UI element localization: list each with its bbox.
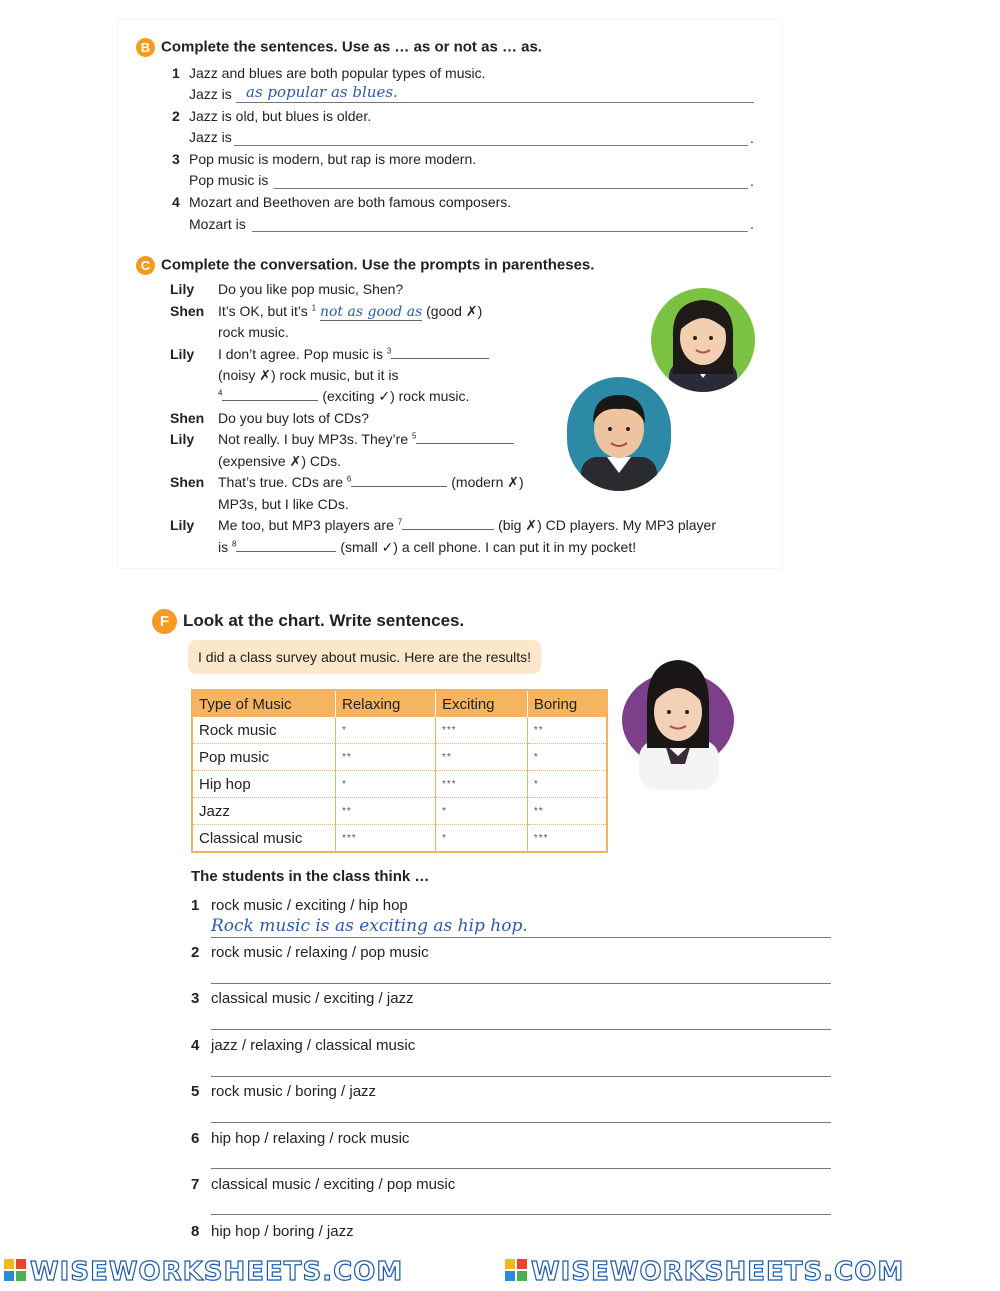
section-f-title [152, 609, 464, 634]
wiseworksheets-logo-icon [4, 1259, 26, 1281]
b-answer-line[interactable] [236, 102, 754, 103]
table-cell: Hip hop [192, 771, 336, 798]
dialogue-line: rock music. [218, 324, 289, 340]
c-blank-8[interactable] [236, 539, 336, 552]
b-item-number: 4 [172, 194, 180, 210]
speaker-shen: Shen [170, 474, 205, 490]
girl-portrait-icon [651, 288, 755, 392]
speaker-lily: Lily [170, 281, 195, 297]
f-item-number: 5 [191, 1083, 200, 1100]
f-item-prompt: classical music / exciting / jazz [211, 990, 414, 1007]
b-answer-line[interactable] [274, 188, 748, 189]
b-item-prompt: Jazz is old, but blues is older. [189, 108, 372, 124]
f-answer-line[interactable] [211, 937, 831, 938]
c-blank-7[interactable] [402, 517, 494, 530]
c-blank-3[interactable] [391, 346, 489, 359]
b-item-stem: Mozart is [189, 216, 246, 232]
table-row [192, 825, 607, 853]
rating-cell: *** [436, 717, 528, 744]
f-answer-line[interactable] [211, 1122, 831, 1123]
table-cell: Classical music [192, 825, 336, 853]
b-answer-line[interactable] [252, 231, 748, 232]
f-answer-line[interactable] [211, 1214, 831, 1215]
f-answer-line[interactable] [211, 1029, 831, 1030]
shen-avatar [567, 377, 671, 491]
dialogue-line: That’s true. CDs are $^6$ (modern ✗) [218, 474, 524, 490]
c-blank-4[interactable] [222, 388, 318, 401]
table-row [192, 717, 607, 744]
f-item-prompt: rock music / exciting / hip hop [211, 897, 408, 914]
rating-cell: ** [527, 717, 607, 744]
b-item-end: . [750, 130, 754, 146]
b-item-number: 1 [172, 65, 180, 81]
rating-cell: * [336, 717, 436, 744]
survey-speech-bubble: I did a class survey about music. Here are the results! [188, 640, 541, 674]
survey-girl-avatar [621, 640, 736, 790]
f-answer-line[interactable] [211, 983, 831, 984]
section-b-title [136, 38, 542, 57]
b-item-end: . [750, 173, 754, 189]
worksheet-page-bottom [118, 585, 846, 1245]
boy-portrait-icon [567, 377, 671, 491]
section-b-title-text: Complete the sentences. Use as … as or not as … as. [161, 38, 542, 56]
b-item-end: . [750, 216, 754, 232]
f-item-prompt: hip hop / boring / jazz [211, 1223, 354, 1240]
f-item-prompt: classical music / exciting / pop music [211, 1176, 456, 1193]
table-cell: Jazz [192, 798, 336, 825]
wiseworksheets-logo-icon [505, 1259, 527, 1281]
f-item-prompt: rock music / relaxing / pop music [211, 944, 429, 961]
rating-cell: * [527, 744, 607, 771]
f-item-answer: Rock music is as exciting as hip hop. [211, 916, 528, 936]
rating-cell: *** [436, 771, 528, 798]
table-row [192, 771, 607, 798]
table-row [192, 744, 607, 771]
rating-cell: ** [436, 744, 528, 771]
speaker-lily: Lily [170, 346, 195, 362]
table-header-cell: Relaxing [336, 690, 436, 717]
dialogue-line: MP3s, but I like CDs. [218, 496, 349, 512]
f-item-prompt: hip hop / relaxing / rock music [211, 1130, 410, 1147]
dialogue-line: I don’t agree. Pop music is $^3$ [218, 346, 489, 362]
dialogue-line: (expensive ✗) CDs. [218, 453, 341, 469]
b-item-stem: Jazz is [189, 86, 232, 102]
rating-cell: ** [527, 798, 607, 825]
rating-cell: * [436, 825, 528, 853]
dialogue-line: is $^8$ (small ✓) a cell phone. I can put it in my pocket! [218, 539, 637, 555]
f-item-number: 4 [191, 1037, 200, 1054]
f-answer-line[interactable] [211, 1076, 831, 1077]
dialogue-line: $^4$ (exciting ✓) rock music. [218, 388, 470, 404]
dialogue-line: It’s OK, but it’s $^1$ not as good as (good ✗) [218, 303, 483, 320]
f-item-prompt: rock music / boring / jazz [211, 1083, 377, 1100]
section-c-badge: C [136, 256, 155, 275]
table-header-cell: Exciting [436, 690, 528, 717]
music-survey-table [191, 689, 608, 853]
b-answer-line[interactable] [234, 145, 748, 146]
f-item-number: 3 [191, 990, 200, 1007]
rating-cell: ** [336, 798, 436, 825]
f-item-number: 2 [191, 944, 200, 961]
speaker-shen: Shen [170, 410, 205, 426]
b-item-prompt: Pop music is modern, but rap is more modern. [189, 151, 477, 167]
rating-cell: * [436, 798, 528, 825]
c-blank-5[interactable] [416, 431, 514, 444]
rating-cell: *** [527, 825, 607, 853]
f-item-number: 1 [191, 897, 200, 914]
table-row [192, 798, 607, 825]
table-cell: Rock music [192, 717, 336, 744]
b-item-stem: Pop music is [189, 172, 269, 188]
b-item-number: 3 [172, 151, 180, 167]
dialogue-line: Not really. I buy MP3s. They’re $^5$ [218, 431, 514, 447]
worksheet-page-top [118, 20, 782, 568]
speaker-lily: Lily [170, 517, 195, 533]
rating-cell: * [527, 771, 607, 798]
f-item-prompt: jazz / relaxing / classical music [211, 1037, 416, 1054]
dialogue-line: Do you like pop music, Shen? [218, 281, 404, 297]
section-b-badge: B [136, 38, 155, 57]
f-answer-line[interactable] [211, 1168, 831, 1169]
students-think-lead: The students in the class think … [191, 868, 430, 885]
b-item-prompt: Mozart and Beethoven are both famous composers. [189, 194, 512, 210]
section-f-badge: F [152, 609, 177, 634]
f-item-number: 8 [191, 1223, 200, 1240]
rating-cell: ** [336, 744, 436, 771]
table-header-cell: Boring [527, 690, 607, 717]
watermark-wiseworksheets: WISEWORKSHEETS.COM [4, 1257, 403, 1287]
girl-portrait-icon [621, 640, 736, 790]
c-answer-1: not as good as [319, 304, 423, 320]
speaker-lily: Lily [170, 431, 195, 447]
section-c-title [136, 256, 594, 275]
dialogue-line: Me too, but MP3 players are $^7$ (big ✗) CD players. My MP3 player [218, 517, 717, 533]
watermark-wiseworksheets: WISEWORKSHEETS.COM [505, 1257, 904, 1287]
rating-cell: * [336, 771, 436, 798]
section-f-title-text: Look at the chart. Write sentences. [183, 610, 465, 630]
b-item-number: 2 [172, 108, 180, 124]
table-header-cell: Type of Music [192, 690, 336, 717]
rating-cell: *** [336, 825, 436, 853]
dialogue-line: (noisy ✗) rock music, but it is [218, 367, 399, 383]
c-blank-6[interactable] [351, 474, 447, 487]
lily-avatar [651, 288, 755, 392]
speaker-shen: Shen [170, 303, 205, 319]
b-item-prompt: Jazz and blues are both popular types of music. [189, 65, 486, 81]
f-item-number: 7 [191, 1176, 200, 1193]
table-cell: Pop music [192, 744, 336, 771]
table-header-row [192, 690, 607, 717]
dialogue-line: Do you buy lots of CDs? [218, 410, 369, 426]
section-c-title-text: Complete the conversation. Use the prompts in parentheses. [161, 256, 595, 274]
b-item-answer: as popular as blues. [246, 83, 398, 101]
b-item-stem: Jazz is [189, 129, 232, 145]
f-item-number: 6 [191, 1130, 200, 1147]
